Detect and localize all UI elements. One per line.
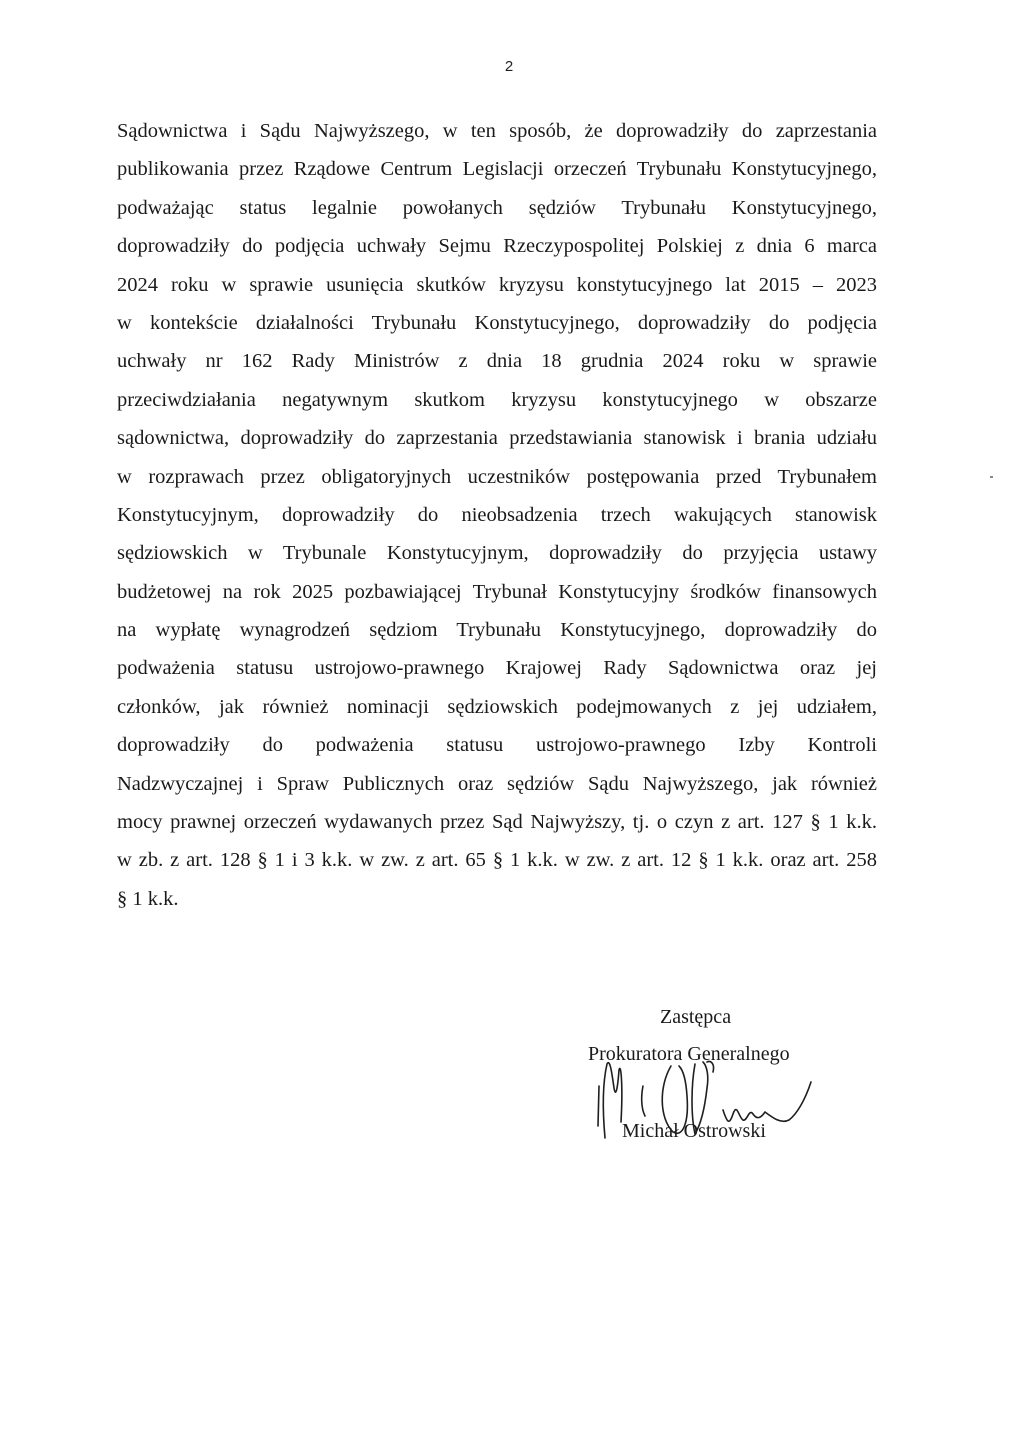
body-line: podważenia statusu ustrojowo-prawnego Krajowej Rady Sądownictwa oraz jej bbox=[117, 657, 877, 680]
body-line: sędziowskich w Trybunale Konstytucyjnym, doprowadziły do przyjęcia ustawy bbox=[117, 542, 877, 565]
body-paragraph bbox=[117, 112, 877, 918]
page-number: 2 bbox=[504, 58, 514, 75]
body-line: mocy prawnej orzeczeń wydawanych przez Sąd Najwyższy, tj. o czyn z art. 127 § 1 k.k. bbox=[117, 811, 877, 834]
body-line: 2024 roku w sprawie usunięcia skutków kryzysu konstytucyjnego lat 2015 – 2023 bbox=[117, 273, 877, 296]
body-line: podważając status legalnie powołanych sędziów Trybunału Konstytucyjnego, bbox=[117, 196, 877, 219]
signatory-role: Zastępca bbox=[660, 1006, 732, 1028]
signatory-name: Michał Ostrowski bbox=[622, 1120, 766, 1142]
body-line: budżetowej na rok 2025 pozbawiającej Trybunał Konstytucyjny środków finansowych bbox=[117, 580, 877, 603]
signature-stroke bbox=[707, 1061, 714, 1072]
body-line: Nadzwyczajnej i Spraw Publicznych oraz sędziów Sądu Najwyższego, jak również bbox=[117, 772, 877, 795]
signature-block bbox=[575, 998, 855, 1158]
body-line: Konstytucyjnym, doprowadziły do nieobsadzenia trzech wakujących stanowisk bbox=[117, 503, 877, 526]
body-line: publikowania przez Rządowe Centrum Legislacji orzeczeń Trybunału Konstytucyjnego, bbox=[117, 158, 877, 181]
body-line: w kontekście działalności Trybunału Konstytucyjnego, doprowadziły do podjęcia bbox=[117, 311, 877, 334]
body-line: na wypłatę wynagrodzeń sędziom Trybunału Konstytucyjnego, doprowadziły do bbox=[117, 619, 877, 642]
body-line: sądownictwa, doprowadziły do zaprzestania przedstawiania stanowisk i brania udziału bbox=[117, 427, 877, 450]
body-line-last: § 1 k.k. bbox=[117, 887, 179, 910]
body-line: w zb. z art. 128 § 1 i 3 k.k. w zw. z art. 65 § 1 k.k. w zw. z art. 12 § 1 k.k. oraz art. 258 bbox=[117, 849, 877, 872]
scan-speck bbox=[990, 476, 993, 478]
signature-stroke bbox=[723, 1082, 811, 1121]
body-line: przeciwdziałania negatywnym skutkom kryzysu konstytucyjnego w obszarze bbox=[117, 388, 877, 411]
body-line: uchwały nr 162 Rady Ministrów z dnia 18 grudnia 2024 roku w sprawie bbox=[117, 350, 877, 373]
body-line: doprowadziły do podjęcia uchwały Sejmu Rzeczypospolitej Polskiej z dnia 6 marca bbox=[117, 235, 877, 258]
signature-stroke bbox=[642, 1086, 645, 1116]
body-line: członków, jak również nominacji sędziowskich podejmowanych z jej udziałem, bbox=[117, 695, 877, 718]
signature-stroke bbox=[598, 1086, 599, 1126]
body-line: doprowadziły do podważenia statusu ustrojowo-prawnego Izby Kontroli bbox=[117, 734, 877, 757]
signature-stroke bbox=[603, 1063, 621, 1138]
handwritten-signature bbox=[583, 1026, 833, 1156]
signature-stroke bbox=[692, 1062, 708, 1134]
body-line: Sądownictwa i Sądu Najwyższego, w ten sposób, że doprowadziły do zaprzestania bbox=[117, 120, 877, 142]
body-line: w rozprawach przez obligatoryjnych uczestników postępowania przed Trybunałem bbox=[117, 465, 877, 488]
signature-stroke bbox=[662, 1066, 687, 1133]
signatory-office: Prokuratora Generalnego bbox=[588, 1043, 790, 1065]
